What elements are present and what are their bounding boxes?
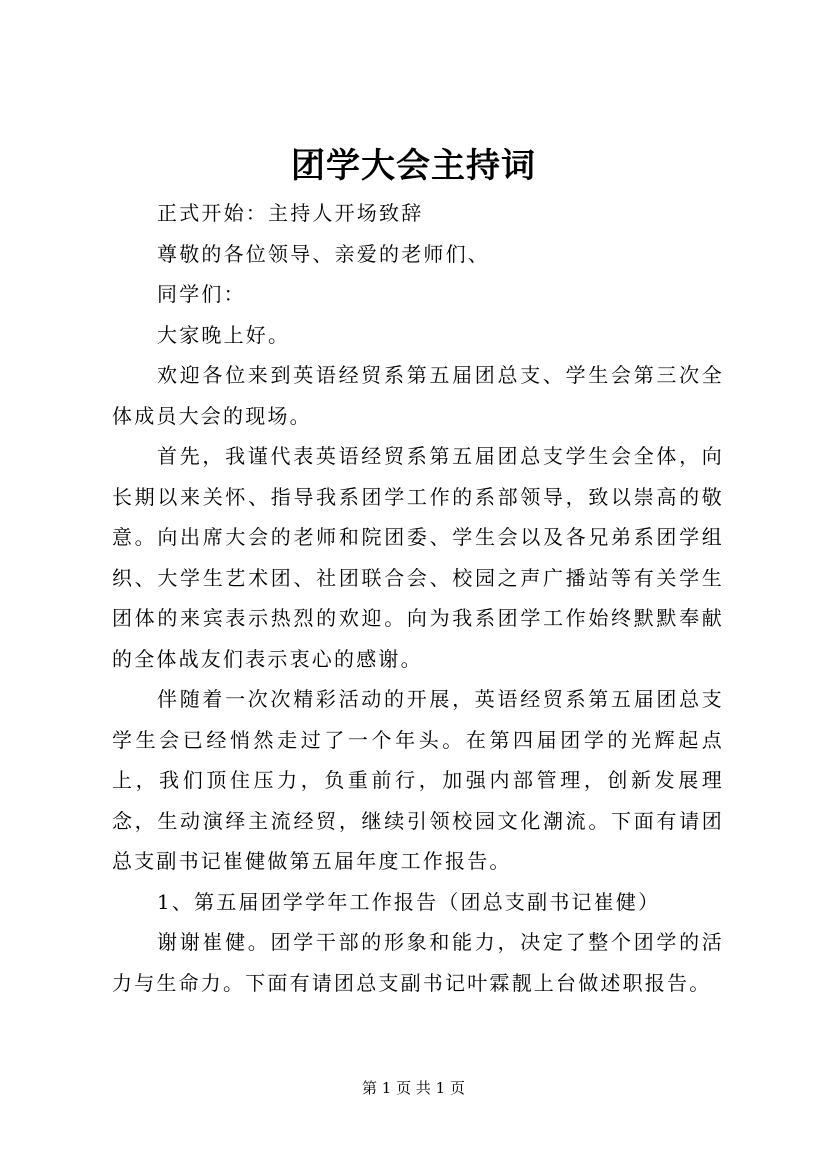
document-body xyxy=(112,193,724,1003)
paragraph: 正式开始：主持人开场致辞 xyxy=(157,201,424,225)
document-title: 团学大会主持词 xyxy=(291,146,536,186)
paragraph: 1、第五届团学学年工作报告（团总支副书记崔健） xyxy=(157,889,661,914)
paragraph: 首先，我谨代表英语经贸系第五届团总支学生会全体，向长期以来关怀、指导我系团学工作的系部领导，致以崇高的敬意。向出席大会的老师和院团委、学生会以及各兄弟系团学组织、大学生艺术团、社团联合会、校园之声广播站等有关学生团体的来宾表示热烈的欢迎。向为我系团学工作始终默默奉献的全体战友们表示衷心的感谢。 xyxy=(112,444,724,671)
paragraph: 同学们： xyxy=(157,282,246,306)
page-footer: 第 1 页 共 1 页 xyxy=(362,1079,465,1097)
paragraph: 尊敬的各位领导、亲爱的老师们、 xyxy=(157,241,490,266)
paragraph: 伴随着一次次精彩活动的开展，英语经贸系第五届团总支学生会已经悄然走过了一个年头。在第四届团学的光辉起点上，我们顶住压力，负重前行，加强内部管理，创新发展理念，生动演绎主流经贸，继续引领校园文化潮流。下面有请团总支副书记崔健做第五届年度工作报告。 xyxy=(112,687,724,873)
paragraph: 欢迎各位来到英语经贸系第五届团总支、学生会第三次全体成员大会的现场。 xyxy=(112,363,724,428)
paragraph: 谢谢崔健。团学干部的形象和能力，决定了整个团学的活力与生命力。下面有请团总支副书记叶霖靓上台做述职报告。 xyxy=(112,930,724,995)
paragraph: 大家晚上好。 xyxy=(157,322,291,347)
